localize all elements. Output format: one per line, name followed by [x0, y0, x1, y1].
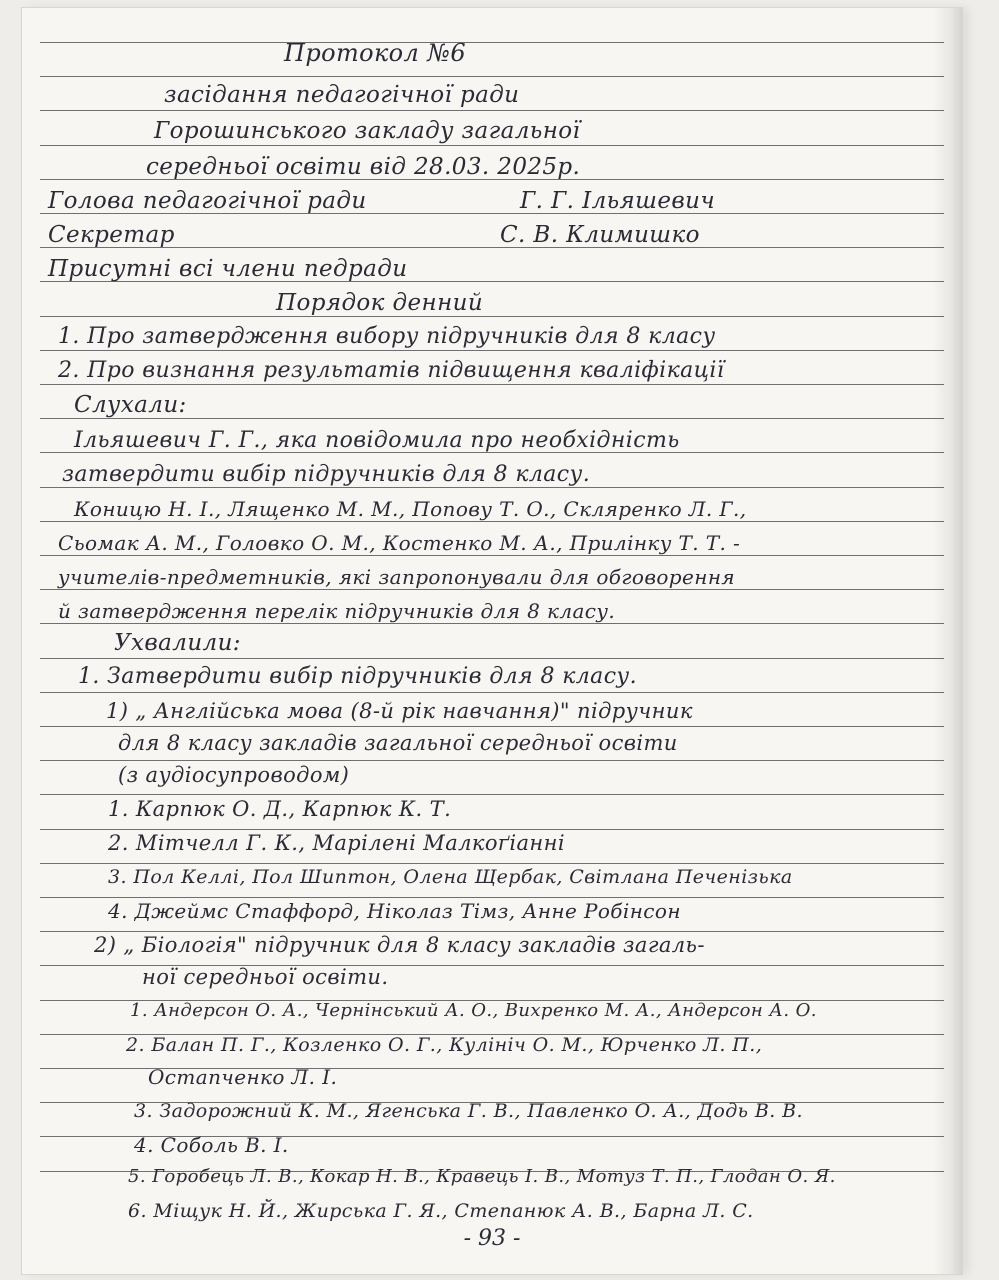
header-line-4: середньої освіти від 28.03. 2025р. — [146, 154, 581, 180]
biology-author-1: 1. Андерсон О. А., Чернінський А. О., Вихренко М. А., Андерсон А. О. — [130, 1000, 817, 1021]
ruled-line — [40, 726, 944, 727]
biology-author-5: 5. Горобець Л. В., Кокар Н. В., Кравець І. В., Мотуз Т. П., Глодан О. Я. — [128, 1166, 836, 1187]
ruled-line — [40, 76, 944, 77]
protocol-title: Протокол №6 — [284, 39, 467, 67]
decided-item-1: 1. Затвердити вибір підручників для 8 класу. — [78, 664, 637, 689]
english-line-1: 1) „ Англійська мова (8-й рік навчання)" підручник — [106, 699, 693, 723]
ruled-line — [40, 692, 944, 693]
ruled-line — [40, 316, 944, 317]
ruled-line — [40, 760, 944, 761]
heard-line-1: Ільяшевич Г. Г., яка повідомила про необхідність — [74, 428, 680, 453]
secretary-name: С. В. Климишко — [500, 222, 700, 248]
biology-author-2-cont: Остапченко Л. І. — [148, 1065, 338, 1089]
notebook-page — [22, 8, 962, 1274]
secretary-label: Секретар — [48, 222, 175, 248]
page-number: - 93 - — [463, 1226, 521, 1251]
ruled-line — [40, 145, 944, 146]
ruled-line — [40, 658, 944, 659]
english-author-1: 1. Карпюк О. Д., Карпюк К. Т. — [108, 797, 452, 821]
english-author-3: 3. Пол Келлі, Пол Шиптон, Олена Щербак, Світлана Печенізька — [108, 866, 793, 888]
chair-name: Г. Г. Ільяшевич — [520, 188, 716, 214]
header-line-3: Горошинського закладу загальної — [154, 118, 581, 144]
biology-line-2: ної середньої освіти. — [142, 965, 389, 989]
english-author-2: 2. Мітчелл Г. К., Марілені Малкоґіанні — [108, 831, 565, 855]
heard-line-5: учителів-предметників, які запропонували для обговорення — [58, 565, 736, 589]
biology-line-1: 2) „ Біологія" підручник для 8 класу закладів загаль- — [94, 933, 705, 957]
decided-label: Ухвалили: — [114, 630, 241, 656]
biology-author-2: 2. Балан П. Г., Козленко О. Г., Кулініч О. М., Юрченко Л. П., — [126, 1034, 763, 1056]
biology-author-3: 3. Задорожний К. М., Ягенська Г. В., Павленко О. А., Додь В. В. — [134, 1100, 803, 1122]
english-line-3: (з аудіосупроводом) — [118, 763, 350, 787]
agenda-item-1: 1. Про затвердження вибору підручників для 8 класу — [58, 324, 716, 349]
ruled-line — [40, 794, 944, 795]
heard-line-6: й затвердження перелік підручників для 8 класу. — [58, 599, 616, 623]
biology-author-4: 4. Соболь В. І. — [134, 1133, 289, 1157]
ruled-line — [40, 350, 944, 351]
heard-line-3: Коницю Н. І., Лященко М. М., Попову Т. О., Скляренко Л. Г., — [74, 497, 747, 521]
ruled-line — [40, 418, 944, 419]
heard-label: Слухали: — [74, 392, 187, 418]
agenda-item-2: 2. Про визнання результатів підвищення кваліфікації — [58, 358, 725, 383]
english-author-4: 4. Джеймс Стаффорд, Ніколаз Тімз, Анне Робінсон — [108, 899, 681, 923]
ruled-line — [40, 384, 944, 385]
biology-author-6: 6. Міщук Н. Й., Жирська Г. Я., Степанюк А. В., Барна Л. С. — [128, 1200, 754, 1222]
heard-line-2: затвердити вибір підручників для 8 класу. — [62, 462, 591, 487]
header-line-2: засідання педагогічної ради — [164, 82, 520, 108]
english-line-2: для 8 класу закладів загальної середньої освіти — [118, 731, 678, 755]
present-line: Присутні всі члени педради — [48, 256, 408, 282]
agenda-title: Порядок денний — [276, 290, 484, 316]
ruled-line — [40, 247, 944, 248]
heard-line-4: Сьомак А. М., Головко О. М., Костенко М. А., Прилінку Т. Т. - — [58, 531, 741, 555]
ruled-line — [40, 110, 944, 111]
chair-label: Голова педагогічної ради — [48, 188, 367, 214]
ruled-line — [40, 42, 944, 43]
